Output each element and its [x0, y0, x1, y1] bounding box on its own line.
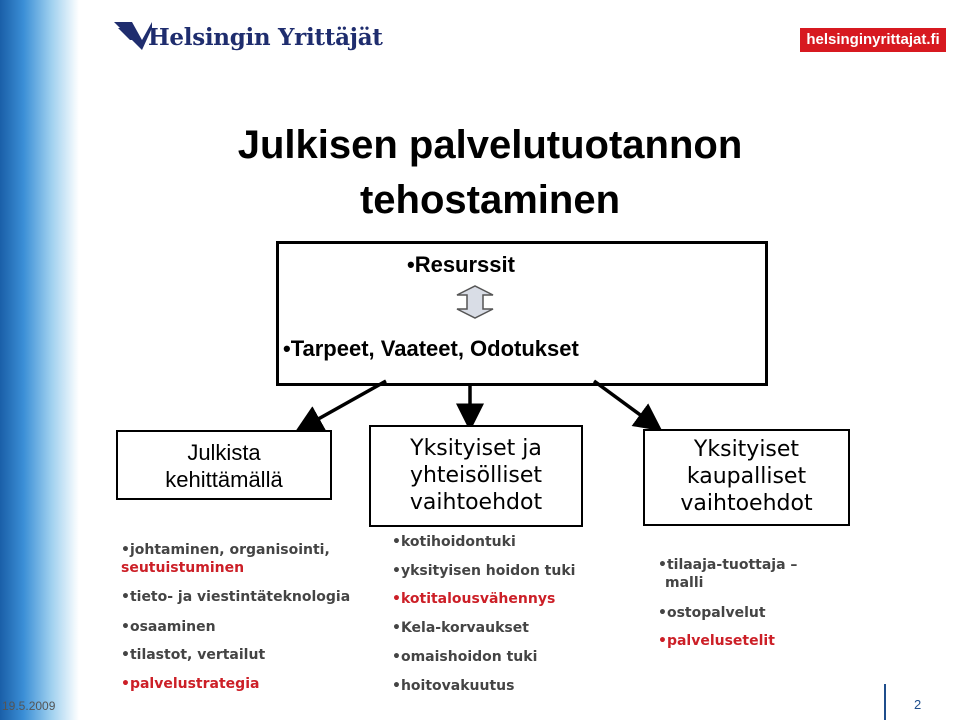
- bullet-item: •omaishoidon tuki: [392, 649, 538, 665]
- bullet-item: •palvelusetelit: [658, 633, 775, 649]
- bullet-item: •johtaminen, organisointi,: [121, 542, 330, 558]
- page-number: 2: [914, 697, 922, 712]
- heading-line: vaihtoehdot: [680, 491, 813, 516]
- bullet-item: •hoitovakuutus: [392, 678, 515, 694]
- title-line-1: Julkisen palvelutuotannon: [237, 123, 743, 167]
- arrow-to-public: [304, 381, 386, 427]
- title-line-2: tehostaminen: [359, 178, 621, 222]
- footer-date: 19.5.2009: [2, 699, 56, 713]
- column-heading-community: [369, 425, 583, 527]
- heading-line: kehittämällä: [165, 467, 283, 492]
- column-heading-commercial: [643, 429, 850, 526]
- bullet-item: •Kela-korvaukset: [392, 620, 529, 636]
- bullet-item: •kotihoidontuki: [392, 534, 516, 550]
- bullet-item: •ostopalvelut: [658, 605, 766, 621]
- bullet-item: seutuistuminen: [121, 560, 245, 576]
- heading-line: vaihtoehdot: [409, 490, 543, 515]
- heading-line: Yksityiset: [693, 437, 800, 462]
- helsingin-yrittajat-logo: [112, 14, 383, 60]
- bullet-item: •osaaminen: [121, 619, 216, 635]
- website-url-badge: helsinginyrittajat.fi: [800, 28, 946, 52]
- footer-divider: [884, 684, 886, 720]
- slide-title: [160, 118, 820, 228]
- column-heading-public: [116, 430, 332, 500]
- bullet-item: malli: [665, 575, 704, 591]
- heading-line: Julkista: [187, 440, 261, 465]
- bullet-item: •palvelustrategia: [121, 676, 260, 692]
- heading-line: Yksityiset ja: [410, 436, 542, 461]
- tarpeet-bullet: •Tarpeet, Vaateet, Odotukset: [283, 336, 579, 361]
- double-arrow-icon: [456, 285, 494, 319]
- bullet-item: •tilastot, vertailut: [121, 647, 266, 663]
- bullet-item: •kotitalousvähennys: [392, 591, 556, 607]
- bullet-item: •tieto- ja viestintäteknologia: [121, 589, 351, 605]
- heading-line: yhteisölliset: [409, 463, 543, 488]
- logo-mark-icon: [112, 18, 152, 58]
- arrow-to-commercial: [594, 381, 654, 425]
- left-gradient-sidebar: [0, 0, 79, 720]
- logo-text: Helsingin Yrittäjät: [148, 24, 383, 51]
- resources-needs-box: [276, 241, 768, 386]
- bullet-item: •yksityisen hoidon tuki: [392, 563, 576, 579]
- resurssit-bullet: •Resurssit: [407, 252, 515, 277]
- bullet-item: •tilaaja-tuottaja –: [658, 557, 798, 573]
- heading-line: kaupalliset: [686, 464, 807, 489]
